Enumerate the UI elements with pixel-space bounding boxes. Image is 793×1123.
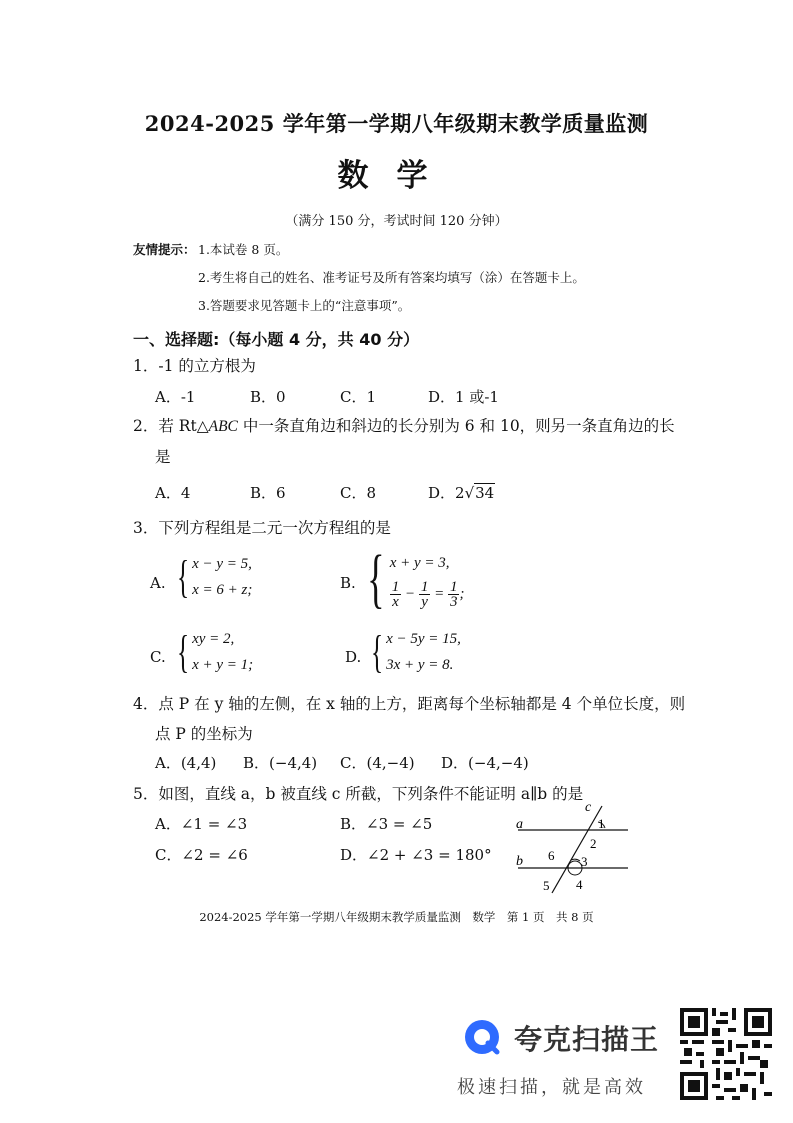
q2-sqrt-coef: 2	[455, 484, 465, 502]
fraction: $\frac{1}{x}$	[391, 578, 400, 610]
line-b-label: b	[516, 854, 523, 869]
brace-icon: {	[176, 626, 190, 677]
q2-option-d	[428, 482, 495, 503]
q2-option-c: C．8	[340, 484, 377, 502]
q2-option-a: A．4	[155, 484, 191, 502]
sqrt-icon: √34	[464, 484, 495, 502]
brand-slogan: 极速扫描，就是高效	[457, 1077, 646, 1098]
question-4-stem: 4．点 P 在 y 轴的左侧，在 x 轴的上方，距离每个坐标轴都是 4 个单位长度，则	[133, 695, 686, 713]
q1-option-a: A．-1	[155, 388, 196, 406]
question-1-stem: 1．-1 的立方根为	[133, 357, 256, 375]
exam-title: 2024-2025 学年第一学期八年级期末教学质量监测	[144, 111, 649, 136]
q2-stem-continued: 是	[155, 448, 171, 466]
subject-title: 数学	[337, 158, 456, 194]
q2-sqrt-radicand: 34	[475, 484, 495, 502]
q5-option-d: D．∠2 + ∠3 = 180°	[340, 846, 492, 864]
q4-option-b: B．(−4,4)	[243, 754, 318, 772]
page-footer: 2024-2025 学年第一学期八年级期末教学质量监测 数学 第 1 页 共 8 页	[199, 910, 594, 924]
fraction: $\frac{1}{3}$	[449, 578, 458, 610]
q5-option-a: A．∠1 = ∠3	[155, 815, 248, 833]
equation: 3x + y = 8.	[386, 657, 454, 673]
angle-3-label: 3	[581, 854, 588, 869]
section-title: 一、选择题:（每小题 4 分，共 40 分）	[133, 330, 420, 349]
equation: x − y = 5,	[192, 556, 252, 572]
line-a-label: a	[516, 817, 523, 832]
brand-name: 夸克扫描王	[514, 1023, 660, 1056]
line-c-label: c	[585, 800, 592, 815]
angle-2-label: 2	[590, 836, 597, 851]
equation: x − 5y = 15,	[386, 631, 461, 647]
q2-stem-part: 中一条直角边和斜边的长分别为 6 和 10，则另一条直角边的长	[237, 417, 675, 435]
q1-option-c: C．1	[340, 388, 377, 406]
q3-option-a-system	[172, 551, 252, 603]
qr-code-icon	[680, 1008, 772, 1100]
question-2-stem	[133, 414, 675, 436]
question-5-stem: 5．如图，直线 a，b 被直线 c 所截，下列条件不能证明 a∥b 的是	[133, 785, 584, 803]
equation: x = 6 + z;	[192, 582, 253, 598]
score-info: （满分 150 分，考试时间 120 分钟）	[285, 214, 508, 229]
angle-4-label: 4	[576, 877, 583, 892]
q2-stem-part: 2．若 Rt△	[133, 417, 209, 435]
tips-label: 友情提示：	[133, 242, 196, 257]
q3-option-c-system	[172, 626, 253, 678]
q3-option-b-label: B.	[340, 574, 356, 592]
brace-icon: {	[370, 626, 384, 677]
q3-option-b-system	[360, 542, 465, 615]
q1-option-b: B．0	[250, 388, 286, 406]
q2-option-d-label: D．	[428, 484, 456, 502]
parallel-lines-figure	[510, 798, 640, 898]
question-3-stem: 3．下列方程组是二元一次方程组的是	[133, 519, 391, 537]
q3-option-d-label: D.	[345, 648, 362, 666]
equation: xy = 2,	[192, 631, 235, 647]
q2-triangle-name: ABC	[208, 418, 238, 435]
fraction: $\frac{1}{y}$	[420, 578, 429, 610]
angle-5-label: 5	[543, 878, 550, 893]
tip-item: 3.答题要求见答题卡上的“注意事项”。	[198, 298, 411, 313]
quark-logo-icon	[457, 1012, 507, 1062]
q5-option-b: B．∠3 = ∠5	[340, 815, 433, 833]
q4-option-a: A．(4,4)	[155, 754, 217, 772]
brace-icon: {	[176, 551, 190, 602]
q5-option-c: C．∠2 = ∠6	[155, 846, 248, 864]
q2-option-b: B．6	[250, 484, 286, 502]
angle-1-label: 1	[598, 816, 605, 831]
q3-option-a-label: A.	[150, 574, 166, 592]
tip-item: 1.本试卷 8 页。	[198, 242, 289, 257]
equation: $\frac{1}{x}$ − $\frac{1}{y}$ = $\frac{1}{3}$ ;	[391, 578, 465, 610]
equation: x + y = 3,	[389, 554, 450, 571]
equation: x + y = 1;	[192, 657, 254, 673]
angle-6-label: 6	[548, 848, 555, 863]
q3-option-d-system	[366, 626, 461, 678]
question-4-stem-continued: 点 P 的坐标为	[155, 725, 253, 743]
q4-option-d: D．(−4,−4)	[441, 754, 529, 772]
tip-item: 2.考生将自己的姓名、准考证号及所有答案均填写（涂）在答题卡上。	[198, 270, 585, 285]
q4-option-c: C．(4,−4)	[340, 754, 415, 772]
q3-option-c-label: C.	[150, 648, 166, 666]
q1-option-d: D．1 或-1	[428, 388, 499, 406]
brace-icon: {	[367, 542, 385, 615]
